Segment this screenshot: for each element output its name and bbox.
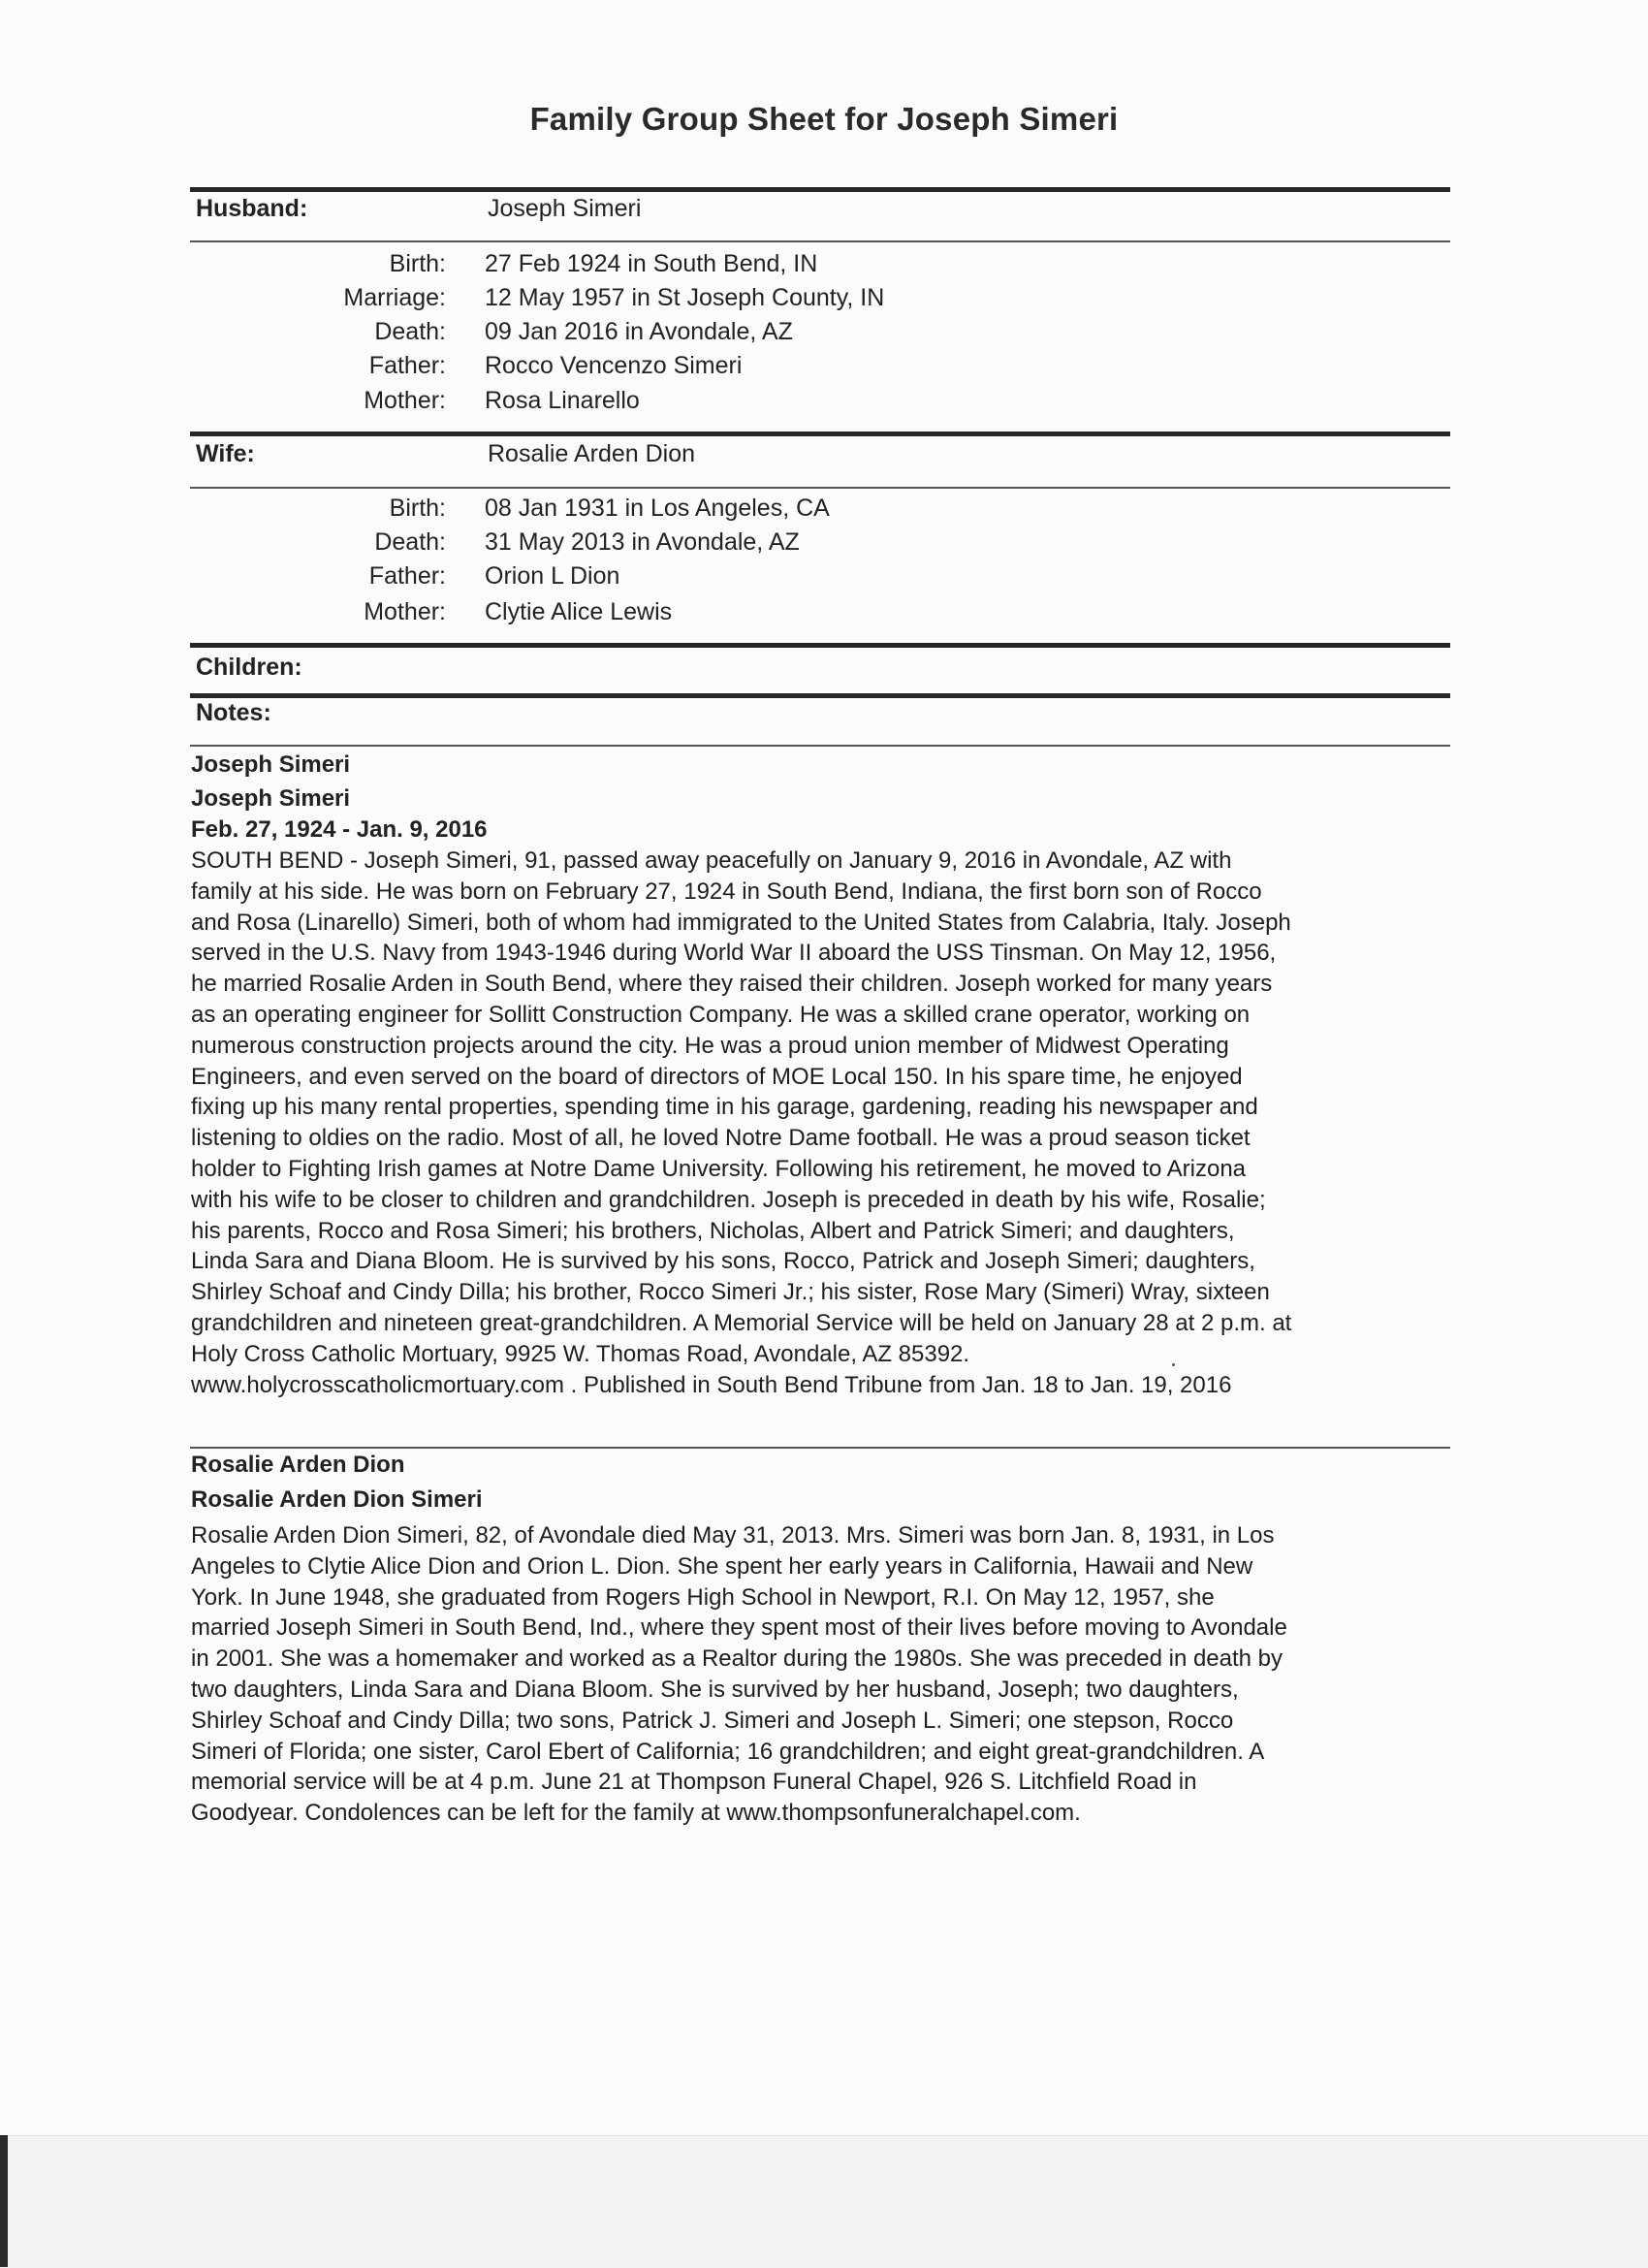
scan-bottom-edge: [0, 2135, 1648, 2268]
joseph-note-subname: Joseph Simeri: [191, 785, 351, 812]
husband-death-label: Death:: [374, 318, 446, 345]
note-divider-rule: [190, 1447, 1450, 1449]
husband-birth-label: Birth:: [389, 250, 446, 277]
notes-label-rule: [190, 745, 1450, 747]
page-title: Family Group Sheet for Joseph Simeri: [529, 101, 1119, 137]
wife-father-label: Father:: [368, 562, 446, 590]
wife-father-value: Orion L Dion: [485, 562, 620, 590]
wife-birth-value: 08 Jan 1931 in Los Angeles, CA: [485, 495, 830, 522]
wife-mother-value: Clytie Alice Lewis: [485, 598, 673, 625]
husband-name-rule: [190, 240, 1450, 242]
wife-death-label: Death:: [374, 528, 446, 556]
husband-name: Joseph Simeri: [488, 195, 642, 222]
husband-mother-value: Rosa Linarello: [485, 387, 640, 414]
husband-death-value: 09 Jan 2016 in Avondale, AZ: [485, 318, 793, 345]
husband-label: Husband:: [196, 195, 308, 222]
joseph-obituary-text: SOUTH BEND - Joseph Simeri, 91, passed away peacefully on January 9, 2016 in Avondale, AZ with family at his side. He was born on February 27, 1924 in South Bend, Indiana, the first born son of Rocco and Rosa (Linarello) Simeri, both of whom had immigrated to the United States from Calabria, Italy. Joseph served in the U.S. Navy from 1943-1946 during World War II aboard the USS Tinsman. On May 12, 1956, he married Rosalie Arden in South Bend, where they raised their children. Joseph worked for many years as an operating engineer for Sollitt Construction Company. He was a skilled crane operator, working on numerous construction projects around the city. He was a proud union member of Midwest Operating Engineers, and even served on the board of directors of MOE Local 150. In his spare time, he enjoyed fixing up his many rental properties, spending time in his garage, gardening, reading his newspaper and listening to oldies on the radio. Most of all, he loved Notre Dame football. He was a proud season ticket holder to Fighting Irish games at Notre Dame University. Following his retirement, he moved to Arizona with his wife to be closer to children and grandchildren. Joseph is preceded in death by his wife, Rosalie; his parents, Rocco and Rosa Simeri; his brothers, Nicholas, Albert and Patrick Simeri; and daughters, Linda Sara and Diana Bloom. He is survived by his sons, Rocco, Patrick and Joseph Simeri; daughters, Shirley Schoaf and Cindy Dilla; his brother, Rocco Simeri Jr.; his sister, Rose Mary (Simeri) Wray, sixteen grandchildren and nineteen great-grandchildren. A Memorial Service will be held on January 28 at 2 p.m. at Holy Cross Catholic Mortuary, 9925 W. Thomas Road, Avondale, AZ 85392. www.holycrosscatholicmortuary.com . Published in South Bend Tribune from Jan. 18 to Jan. 19, 2016: [191, 847, 1292, 1398]
wife-name: Rosalie Arden Dion: [488, 440, 696, 467]
husband-marriage-value: 12 May 1957 in St Joseph County, IN: [485, 284, 885, 311]
husband-birth-value: 27 Feb 1924 in South Bend, IN: [485, 250, 818, 277]
scan-left-shadow: [0, 2135, 8, 2267]
wife-top-rule: [190, 431, 1450, 436]
children-label: Children:: [196, 654, 302, 681]
wife-name-rule: [190, 487, 1450, 489]
husband-mother-label: Mother:: [364, 387, 446, 414]
notes-top-rule: [190, 693, 1450, 698]
children-top-rule: [190, 643, 1450, 648]
joseph-note-dates: Feb. 27, 1924 - Jan. 9, 2016: [191, 816, 488, 843]
rosalie-note-name: Rosalie Arden Dion: [191, 1452, 405, 1478]
rosalie-obituary-text: Rosalie Arden Dion Simeri, 82, of Avondale died May 31, 2013. Mrs. Simeri was born Jan. 8, 1931, in Los Angeles to Clytie Alice Dion and Orion L. Dion. She spent her early years in California, Hawaii and New York. In June 1948, she graduated from Rogers High School in Newport, R.I. On May 12, 1957, she married Joseph Simeri in South Bend, Ind., where they spent most of their lives before moving to Avondale in 2001. She was a homemaker and worked as a Realtor during the 1980s. She was preceded in death by two daughters, Linda Sara and Diana Bloom. She is survived by her husband, Joseph; two daughters, Shirley Schoaf and Cindy Dilla; two sons, Patrick J. Simeri and Joseph L. Simeri; one stepson, Rocco Simeri of Florida; one sister, Carol Ebert of California; 16 grandchildren; and eight great-grandchildren. A memorial service will be at 4 p.m. June 21 at Thompson Funeral Chapel, 926 S. Litchfield Road in Goodyear. Condolences can be left for the family at www.thompsonfuneralchapel.com.: [191, 1522, 1287, 1827]
wife-birth-label: Birth:: [389, 495, 446, 522]
notes-label: Notes:: [196, 699, 271, 726]
husband-marriage-label: Marriage:: [343, 284, 446, 311]
husband-father-label: Father:: [368, 352, 446, 379]
rosalie-note-subname: Rosalie Arden Dion Simeri: [191, 1486, 483, 1513]
wife-mother-label: Mother:: [364, 598, 446, 625]
wife-death-value: 31 May 2013 in Avondale, AZ: [485, 528, 800, 556]
scan-speck: [1172, 1363, 1175, 1366]
husband-top-rule: [190, 187, 1450, 192]
wife-label: Wife:: [196, 440, 255, 467]
husband-father-value: Rocco Vencenzo Simeri: [485, 352, 743, 379]
joseph-note-name: Joseph Simeri: [191, 751, 351, 778]
